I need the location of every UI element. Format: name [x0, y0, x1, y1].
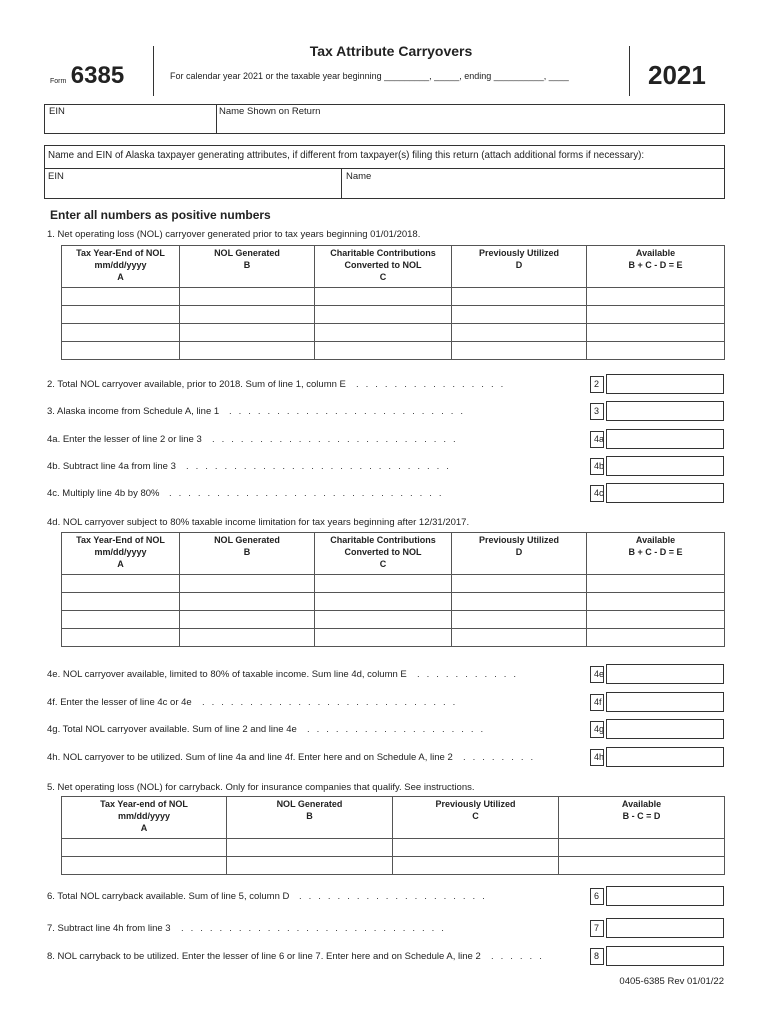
- dot-leader: .............................: [169, 488, 449, 499]
- line-number-box: 4h: [590, 749, 604, 766]
- table-row: [62, 288, 725, 306]
- table-row: [62, 629, 725, 647]
- alaska-ein-field[interactable]: [45, 183, 340, 198]
- table-cell-input[interactable]: [62, 839, 227, 857]
- line4d-col-b: [180, 533, 315, 575]
- line-number-box: 4g: [590, 721, 604, 738]
- table-row: [62, 306, 725, 324]
- table-cell-input[interactable]: [180, 324, 315, 342]
- table-cell-input[interactable]: [315, 342, 452, 360]
- line-number-box: 4f: [590, 694, 604, 711]
- line1-col-b: [180, 246, 315, 288]
- table-cell-input[interactable]: [587, 306, 725, 324]
- table-cell-input[interactable]: [180, 629, 315, 647]
- table-cell-input[interactable]: [452, 575, 587, 593]
- column-header: NOL Generated B: [276, 799, 343, 821]
- form-number: 6385: [70, 62, 125, 89]
- table-cell-input[interactable]: [315, 629, 452, 647]
- table-cell-input[interactable]: [62, 611, 180, 629]
- column-header: Previously Utilized C: [435, 799, 516, 821]
- line5-table: [61, 796, 725, 875]
- taxpayer-ein-field[interactable]: [45, 118, 215, 133]
- table-cell-input[interactable]: [180, 593, 315, 611]
- line5-label: 5. Net operating loss (NOL) for carryback. Only for insurance companies that qualify. See instructions.: [47, 782, 475, 793]
- line-label: 4a. Enter the lesser of line 2 or line 3: [47, 434, 202, 445]
- table-cell-input[interactable]: [62, 593, 180, 611]
- line-number-box: 8: [590, 948, 604, 965]
- alaska-taxpayer-heading: Name and EIN of Alaska taxpayer generating attributes, if different from taxpayer(s) filing this return (attach additional forms if necessary):: [48, 150, 645, 161]
- table-cell-input[interactable]: [452, 611, 587, 629]
- line-label: 6. Total NOL carryback available. Sum of line 5, column D: [47, 891, 290, 902]
- table-row: [62, 324, 725, 342]
- line-number-box: 4a: [590, 431, 604, 448]
- table-cell-input[interactable]: [452, 324, 587, 342]
- tax-year: 2021: [648, 60, 706, 90]
- table-cell-input[interactable]: [452, 288, 587, 306]
- table-cell-input[interactable]: [315, 611, 452, 629]
- dot-leader: ....................: [299, 891, 492, 902]
- line-number-box: 4b: [590, 458, 604, 475]
- line-label: 8. NOL carryback to be utilized. Enter the lesser of line 6 or line 7. Enter here and on Schedule A, line 2: [47, 951, 481, 962]
- line-number-box: 7: [590, 920, 604, 937]
- table-cell-input[interactable]: [559, 857, 725, 875]
- column-header: NOL Generated B: [214, 248, 280, 270]
- table-cell-input[interactable]: [452, 306, 587, 324]
- table-cell-input[interactable]: [315, 306, 452, 324]
- alaska-divider-h: [44, 168, 725, 169]
- line1-col-d: [452, 246, 587, 288]
- dot-leader: ........: [463, 752, 541, 763]
- taxpayer-ein-label: EIN: [49, 106, 65, 117]
- column-header: Tax Year-End of NOL mm/dd/yyyy A: [76, 535, 165, 569]
- table-cell-input[interactable]: [393, 839, 559, 857]
- table-cell-input[interactable]: [62, 288, 180, 306]
- line1-col-c: [315, 246, 452, 288]
- dot-leader: ...........................: [202, 697, 463, 708]
- line-label: 4f. Enter the lesser of line 4c or 4e: [47, 697, 192, 708]
- table-cell-input[interactable]: [227, 857, 393, 875]
- line5-col-a: [62, 797, 227, 839]
- table-cell-input[interactable]: [315, 288, 452, 306]
- line-label: 2. Total NOL carryover available, prior to 2018. Sum of line 1, column E: [47, 379, 346, 390]
- dot-leader: ...........: [417, 669, 524, 680]
- line-amount-field[interactable]: [606, 401, 724, 421]
- table-row: [62, 342, 725, 360]
- line4d-col-d: [452, 533, 587, 575]
- dot-leader: ..........................: [212, 434, 463, 445]
- column-header: Previously Utilized D: [478, 535, 560, 557]
- line4d-table: [61, 532, 725, 647]
- table-cell-input[interactable]: [587, 593, 725, 611]
- column-header: Previously Utilized D: [478, 248, 560, 270]
- line-amount-field[interactable]: [606, 692, 724, 712]
- form-label: [50, 62, 124, 90]
- alaska-name-field[interactable]: [342, 183, 724, 198]
- table-cell-input[interactable]: [587, 342, 725, 360]
- line4d-col-c: [315, 533, 452, 575]
- line-label: 4g. Total NOL carryover available. Sum of line 2 and line 4e: [47, 724, 297, 735]
- column-header: Charitable Contributions Converted to NOL C: [330, 535, 436, 569]
- alaska-name-label: Name: [346, 171, 372, 182]
- line-label: 7. Subtract line 4h from line 3: [47, 923, 171, 934]
- line1-label: 1. Net operating loss (NOL) carryover generated prior to tax years beginning 01/01/2018.: [47, 229, 421, 240]
- column-header: NOL Generated B: [214, 535, 280, 557]
- dot-leader: .........................: [229, 406, 470, 417]
- table-cell-input[interactable]: [587, 324, 725, 342]
- alaska-ein-label: EIN: [48, 171, 64, 182]
- table-cell-input[interactable]: [180, 306, 315, 324]
- table-cell-input[interactable]: [587, 288, 725, 306]
- line-number-box: 2: [590, 376, 604, 393]
- line-amount-field[interactable]: [606, 664, 724, 684]
- line-amount-field[interactable]: [606, 886, 724, 906]
- taxpayer-name-field[interactable]: [217, 118, 724, 133]
- table-cell-input[interactable]: [180, 342, 315, 360]
- table-row: [62, 857, 725, 875]
- line-label: 4e. NOL carryover available, limited to 80% of taxable income. Sum line 4d, column E: [47, 669, 407, 680]
- line1-col-a: [62, 246, 180, 288]
- line-amount-field[interactable]: [606, 918, 724, 938]
- table-cell-input[interactable]: [180, 611, 315, 629]
- column-header: Tax Year-End of NOL mm/dd/yyyy A: [76, 248, 165, 282]
- line1-table: [61, 245, 725, 360]
- form-revision: 0405-6385 Rev 01/01/22: [619, 976, 724, 987]
- line4d-col-a: [62, 533, 180, 575]
- table-cell-input[interactable]: [559, 839, 725, 857]
- taxpayer-name-label: Name Shown on Return: [219, 106, 321, 117]
- header-divider-right: [629, 46, 630, 96]
- line-amount-field[interactable]: [606, 747, 724, 767]
- table-cell-input[interactable]: [62, 342, 180, 360]
- line-number-box: 6: [590, 888, 604, 905]
- table-row: [62, 593, 725, 611]
- line5-col-b: [227, 797, 393, 839]
- table-cell-input[interactable]: [180, 575, 315, 593]
- table-row: [62, 575, 725, 593]
- line-label: 3. Alaska income from Schedule A, line 1: [47, 406, 220, 417]
- line4d-label: 4d. NOL carryover subject to 80% taxable income limitation for tax years beginning after 12/31/2017.: [47, 517, 470, 528]
- instructions: Enter all numbers as positive numbers: [50, 208, 271, 222]
- table-cell-input[interactable]: [180, 288, 315, 306]
- table-cell-input[interactable]: [315, 593, 452, 611]
- line1-col-e: [587, 246, 725, 288]
- line5-col-c: [393, 797, 559, 839]
- table-cell-input[interactable]: [62, 575, 180, 593]
- line-label: 4h. NOL carryover to be utilized. Sum of line 4a and line 4f. Enter here and on Schedule A, line 2: [47, 752, 453, 763]
- table-cell-input[interactable]: [62, 306, 180, 324]
- column-header: Charitable Contributions Converted to NOL C: [330, 248, 436, 282]
- line-number-box: 4e: [590, 666, 604, 683]
- column-header: Available B - C = D: [621, 799, 662, 821]
- line-label: 4c. Multiply line 4b by 80%: [47, 488, 160, 499]
- table-cell-input[interactable]: [315, 324, 452, 342]
- table-cell-input[interactable]: [315, 575, 452, 593]
- form-title: Tax Attribute Carryovers: [309, 43, 473, 59]
- line5-col-d: [559, 797, 725, 839]
- form-subtitle: For calendar year 2021 or the taxable year beginning _________, _____, ending __________, ____: [170, 71, 569, 81]
- line-amount-field[interactable]: [606, 456, 724, 476]
- dot-leader: ......: [491, 951, 549, 962]
- table-cell-input[interactable]: [62, 857, 227, 875]
- table-cell-input[interactable]: [452, 342, 587, 360]
- line-label: 4b. Subtract line 4a from line 3: [47, 461, 176, 472]
- dot-leader: ...................: [307, 724, 491, 735]
- table-cell-input[interactable]: [452, 629, 587, 647]
- table-row: [62, 611, 725, 629]
- column-header: Tax Year-end of NOL mm/dd/yyyy A: [100, 799, 188, 833]
- line-amount-field[interactable]: [606, 429, 724, 449]
- table-cell-input[interactable]: [62, 629, 180, 647]
- table-cell-input[interactable]: [62, 324, 180, 342]
- line-amount-field[interactable]: [606, 946, 724, 966]
- line-amount-field[interactable]: [606, 483, 724, 503]
- line4d-col-e: [587, 533, 725, 575]
- dot-leader: ................: [356, 379, 511, 390]
- line-number-box: 3: [590, 403, 604, 420]
- column-header: Available B + C - D = E: [628, 535, 683, 557]
- form-prefix: Form: [50, 78, 67, 85]
- dot-leader: ............................: [186, 461, 456, 472]
- table-cell-input[interactable]: [587, 629, 725, 647]
- line-amount-field[interactable]: [606, 719, 724, 739]
- table-cell-input[interactable]: [587, 611, 725, 629]
- column-header: Available B + C - D = E: [628, 248, 683, 270]
- table-row: [62, 839, 725, 857]
- dot-leader: ............................: [181, 923, 451, 934]
- table-cell-input[interactable]: [452, 593, 587, 611]
- table-cell-input[interactable]: [587, 575, 725, 593]
- line-amount-field[interactable]: [606, 374, 724, 394]
- table-cell-input[interactable]: [393, 857, 559, 875]
- line-number-box: 4c: [590, 485, 604, 502]
- table-cell-input[interactable]: [227, 839, 393, 857]
